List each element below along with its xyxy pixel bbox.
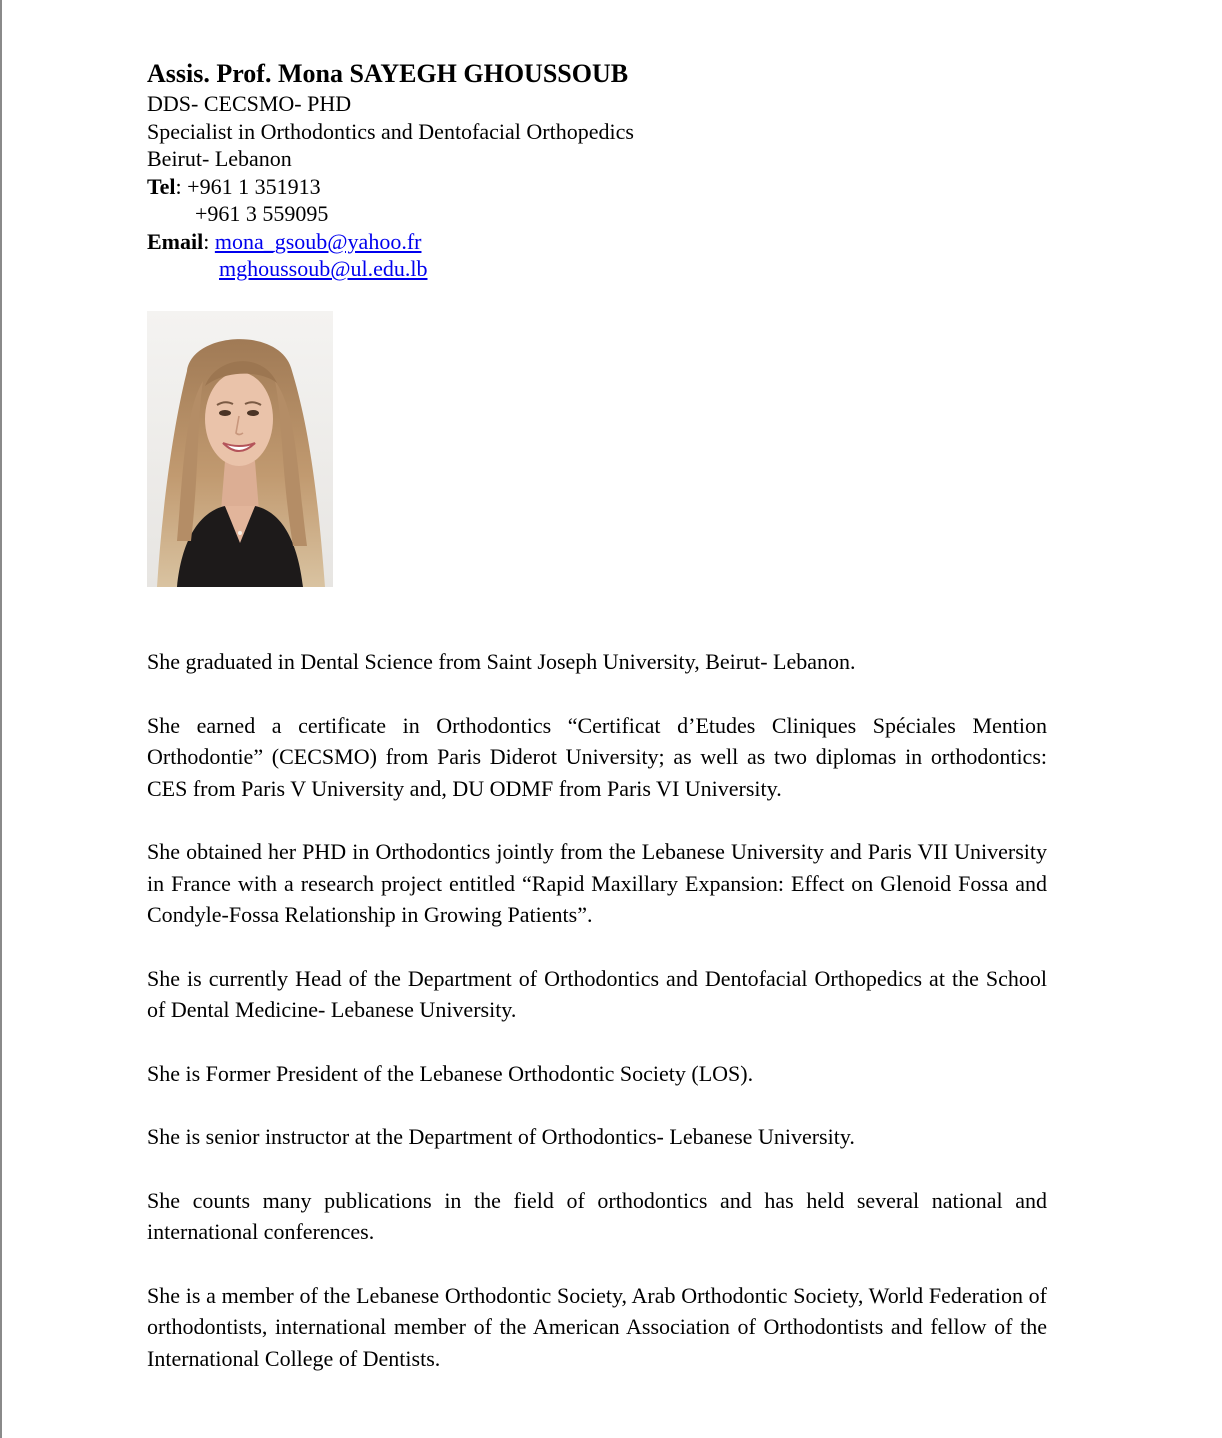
bio-paragraph: She counts many publications in the field of orthodontics and has held several national and international conferences.: [147, 1187, 1047, 1244]
bio-paragraph: She obtained her PHD in Orthodontics jointly from the Lebanese University and Paris VII University in France with a research project entitled “Rapid Maxillary Expansion: Effect on Glenoid Fossa and Condyle-Fossa Relationship in Growing Patients”.: [147, 839, 1047, 927]
portrait-photo: [147, 311, 333, 587]
email-row: Email: mona_gsoub@yahoo.fr: [147, 228, 422, 254]
bio-paragraph: She is Former President of the Lebanese Orthodontic Society (LOS).: [147, 1060, 754, 1086]
degrees-line: DDS- CECSMO- PHD: [147, 91, 352, 116]
specialty-line: Specialist in Orthodontics and Dentofacial Orthopedics: [147, 118, 634, 144]
tel-number-1: +961 1 351913: [187, 173, 321, 199]
bio-paragraph: She is currently Head of the Department of Orthodontics and Dentofacial Orthopedics at the School of Dental Medicine- Lebanese University.: [147, 965, 1047, 1022]
tel-number-2: +961 3 559095: [195, 201, 329, 226]
tel-row: Tel: +961 1 351913: [147, 173, 321, 199]
bio-paragraph: She is senior instructor at the Department of Orthodontics- Lebanese University.: [147, 1124, 855, 1149]
tel-row-2: [147, 200, 634, 228]
email-label: Email: [147, 228, 204, 254]
bio-paragraph: She is a member of the Lebanese Orthodontic Society, Arab Orthodontic Society, World Federation of orthodontists, international member of the American Association of Orthodontists and fellow of the International College of Dentists.: [147, 1282, 1047, 1371]
email-link-2[interactable]: mghoussoub@ul.edu.lb: [219, 256, 428, 281]
bio-paragraph: She earned a certificate in Orthodontics “Certificat d’Etudes Cliniques Spéciales Mention Orthodontie” (CECSMO) from Paris Diderot University; as well as two diplomas in orthodontics: CES from Paris V University and, DU ODMF from Paris VI University.: [147, 712, 1047, 801]
biography: [147, 646, 1047, 1406]
contact-header: [147, 58, 634, 283]
person-name: Assis. Prof. Mona SAYEGH GHOUSSOUB: [147, 59, 629, 88]
email-link-1[interactable]: mona_gsoub@yahoo.fr: [214, 228, 422, 254]
bio-paragraph: She graduated in Dental Science from Saint Joseph University, Beirut- Lebanon.: [147, 649, 856, 674]
email-row-2: [147, 255, 634, 283]
page-left-edge: [0, 0, 2, 1438]
tel-label: Tel: [147, 173, 176, 199]
location-line: Beirut- Lebanon: [147, 146, 292, 171]
